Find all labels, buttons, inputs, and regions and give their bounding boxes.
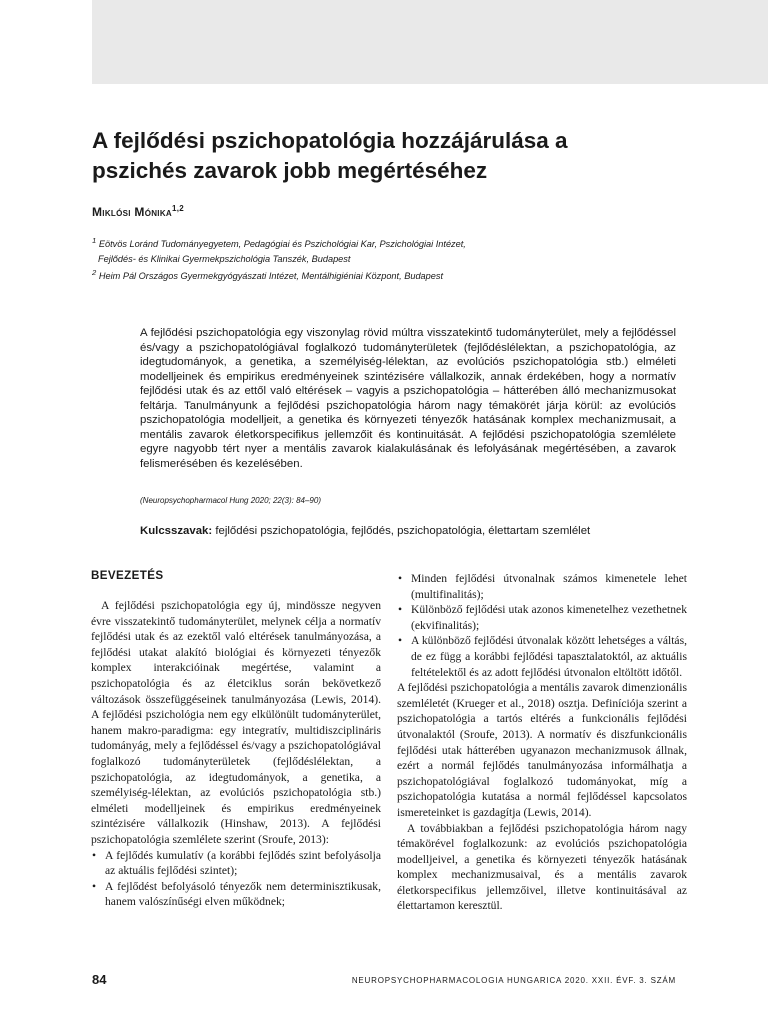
affiliation-1 [92,234,652,252]
citation: (Neuropsychopharmacol Hung 2020; 22(3): 84–90) [140,496,321,505]
affiliation-2 [92,266,652,284]
right-column [397,571,687,914]
section-heading: BEVEZETÉS [91,569,164,582]
list-item-text: A különböző fejlődési útvonalak között lehetséges a váltás, de ez függ a korábbi fejlődési tapasztalatoktól, az aktuális feltételektől és az adott fejlődési útvonalon eltöltött időtől. [411,634,687,679]
keywords [140,525,590,537]
bullet-icon: • [398,634,403,648]
article-title [92,126,692,186]
affiliation-1-sup: 1 [92,236,97,245]
right-bullet-list [397,571,687,680]
author [92,204,184,219]
author-sup: 1,2 [171,204,185,213]
list-item-text: A fejlődést befolyásoló tényezők nem determinisztikusak, hanem valószínűségi elven működnek; [105,879,381,909]
body-paragraph-2: A továbbiakban a fejlődési pszichopatológia három nagy témakörével foglalkozunk: az evolúciós pszichopatológia modelljeivel, a genetika és környezeti tényezők hatásának komplex mechanizmusaival, és a mentális zavarok életkorspecifikus jellemzőivel, illetve kontinuitásával az élettartamon keresztül. [397,821,687,913]
list-item [91,879,381,910]
list-item-text: A fejlődés kumulatív (a korábbi fejlődés szint befolyásolja az aktuális fejlődési szintet); [105,848,381,878]
title-line-2: pszichés zavarok jobb megértéséhez [92,158,488,183]
list-item [397,633,687,680]
affiliation-1b-text: Fejlődés- és Klinikai Gyermekpszichológia Tanszék, Budapest [98,253,351,264]
affiliation-2-text: Heim Pál Országos Gyermekgyógyászati Intézet, Mentálhigiéniai Központ, Budapest [98,271,444,282]
keywords-label: Kulcsszavak: [140,525,213,537]
page-number: 84 [92,972,107,987]
bullet-icon: • [398,572,403,585]
list-item [91,848,381,879]
bullet-icon: • [398,603,403,617]
intro-paragraph: A fejlődési pszichopatológia egy új, mindössze negyven évre visszatekintő tudományterület, melynek célja a normatív fejlődési utak és az ezektől való eltérések tanulmányozása, a fejlődési utakat alakító biológiai és környezeti tényezők komplex interakcióinak megértése, valamint a pszichopatológia és az életciklus során bekövetkező változások összefüggéseinek tanulmányozása (Lewis, 2014). A fejlődési pszichológia nem egy elkülönült tudományterület, hanem makro-paradigma: egy integratív, multidiszciplináris tudományág, mely a fejlődéssel és/vagy a pszichopatológiával foglalkozó tudományterületek (fejlődéslélektan, a pszichopatológia, az idegtudományok, a genetika, a személyiség-lélektan, az evolúciós pszichopatológia stb.) elméleti modelljeinek és empirikus eredményeinek szintézisére vállalkozik (Hinshaw, 2013). A fejlődési pszichopatológia szemlélete szerint (Sroufe, 2013): [91,599,381,846]
body-paragraph-1: A fejlődési pszichopatológia a mentális zavarok dimenzionális szemléletét (Krueger et al., 2018) osztja. Definíciója szerint a pszichopatológia a tartós eltérés a funkcionális fejlődési útvonalaktól (Sroufe, 2013). A normatív és diszfunkcionális fejlődési utak hátterében ugyanazon mechanizmusok állnak, ezért a normál fejlődés tanulmányozása informálhatja a pszichopatológiával foglalkozó tudományokat, míg a pszichopatológia kutatása a normál fejlődéssel kapcsolatos ismereteinket is gazdagítja (Lewis, 2014). [397,681,687,819]
abstract: A fejlődési pszichopatológia egy viszonylag rövid múltra visszatekintő tudományterület, mely a fejlődéssel és/vagy a pszichopatológiával foglalkozó tudományterületek (fejlődéslélektan, a pszichopatológia, az idegtudományok, a genetika, a személyiség-lélektan, az evolúciós pszichopatológia stb.) elméleti modelljeinek és empirikus eredményeinek szintézisére vállalkozik, annak érdekében, hogy a normatív fejlődési utak és az ettől való eltérések – vagyis a pszichopatológia – hátterében álló mechanizmusokat feltárja. Tanulmányunk a fejlődési pszichopatológia három nagy témakörét járja körül: az evolúciós pszichopatológia modelljeit, a genetika és környezeti tényezők hatásának komplex mechanizmusait, a mentális zavarok életkorspecifikus jellemzőit és kontinuitását. A fejlődési pszichopatológia szemlélete egyre nagyobb tért nyer a mentális zavarok kialakulásának és lefolyásának megértésében, a zavarok felismerésében és kezelésében. [140,327,676,470]
left-column [91,568,381,910]
title-line-1: A fejlődési pszichopatológia hozzájárulása a [92,128,568,153]
journal-footer: NEUROPSYCHOPHARMACOLOGIA HUNGARICA 2020. XXII. ÉVF. 3. SZÁM [351,976,676,985]
list-item-text: Minden fejlődési útvonalnak számos kimenetele lehet (multifinalitás); [411,572,687,601]
keywords-text: fejlődési pszichopatológia, fejlődés, pszichopatológia, élettartam szemlélet [215,525,591,537]
list-item [397,571,687,602]
list-item-text: Különböző fejlődési utak azonos kimenetelhez vezethetnek (ekvifinalitás); [411,603,687,632]
bullet-icon: • [92,848,97,862]
affiliation-1b [92,252,652,267]
affiliation-2-sup: 2 [92,268,97,278]
left-bullet-list [91,848,381,910]
affiliation-1-text: Eötvös Loránd Tudományegyetem, Pedagógiai és Pszichológiai Kar, Pszichológiai Intézet, [98,239,466,250]
bullet-icon: • [92,879,97,893]
affiliations [92,234,652,284]
author-name: Miklósi Mónika [92,205,172,219]
header-band [92,0,768,84]
list-item [397,602,687,633]
